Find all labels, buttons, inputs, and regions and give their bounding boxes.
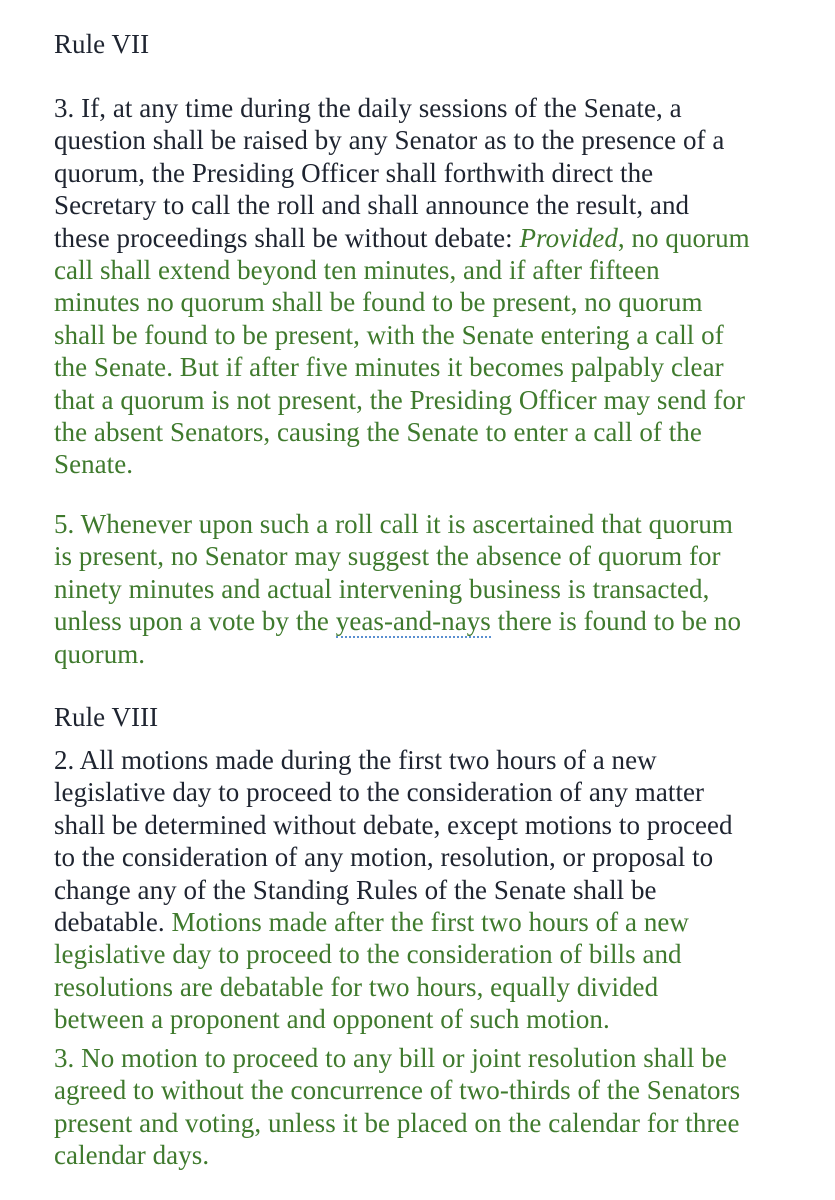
text-span: , no quorum	[617, 222, 750, 253]
text-line: 3. If, at any time during the daily sessions of the Senate, a	[54, 93, 682, 123]
text-line: present and voting, unless it be placed on the calendar for three	[54, 1107, 740, 1138]
text-line: change any of the Standing Rules of the Senate shall be	[54, 874, 657, 905]
rule-viii-paragraph-3	[54, 1042, 824, 1172]
rule-vii-heading: Rule VII	[54, 29, 150, 59]
text-line: shall be found to be present, with the Senate entering a call of	[54, 319, 724, 350]
rule-vii-paragraph-5	[54, 508, 824, 670]
text-line: to the consideration of any motion, resolution, or proposal to	[54, 842, 714, 873]
text-line: legislative day to proceed to the consideration of bills and	[54, 939, 682, 970]
text-line: 2. All motions made during the first two hours of a new	[54, 745, 657, 775]
text-line: is present, no Senator may suggest the absence of quorum for	[54, 541, 721, 572]
text-line: 5. Whenever upon such a roll call it is ascertained that quorum	[54, 509, 733, 539]
text-line: shall be determined without debate, except motions to proceed	[54, 809, 733, 840]
text-line	[54, 605, 824, 637]
text-line: the Senate. But if after five minutes it becomes palpably clear	[54, 352, 724, 383]
text-line: between a proponent and opponent of such motion.	[54, 1004, 610, 1035]
rule-viii-paragraph-2	[54, 744, 824, 1036]
rule-vii-paragraph-3	[54, 92, 824, 481]
text-line: quorum, the Presiding Officer shall forthwith direct the	[54, 157, 654, 188]
text-line: question shall be raised by any Senator as to the presence of a	[54, 125, 725, 156]
text-line: Senate.	[54, 449, 134, 480]
text-line	[54, 906, 824, 938]
text-span: unless upon a vote by the	[54, 606, 336, 637]
text-span: these proceedings shall be without debate:	[54, 222, 520, 253]
yeas-and-nays-link[interactable]: yeas-and-nays	[335, 606, 491, 637]
rule-viii-heading: Rule VIII	[54, 702, 159, 732]
text-line: the absent Senators, causing the Senate to enter a call of the	[54, 416, 702, 447]
text-line: legislative day to proceed to the consideration of any matter	[54, 777, 705, 808]
text-line: calendar days.	[54, 1140, 210, 1171]
text-span: Motions made after the first two hours of a new	[171, 906, 689, 937]
text-line: resolutions are debatable for two hours, equally divided	[54, 971, 659, 1002]
text-span: debatable.	[54, 906, 172, 937]
text-line: Secretary to call the roll and shall announce the result, and	[54, 190, 690, 221]
text-line: ninety minutes and actual intervening business is transacted,	[54, 573, 710, 604]
text-line: that a quorum is not present, the Presiding Officer may send for	[54, 384, 746, 415]
text-line: quorum.	[54, 638, 146, 669]
text-line: call shall extend beyond ten minutes, and if after fifteen	[54, 254, 660, 285]
provided-italic: Provided	[519, 222, 618, 253]
text-line	[54, 222, 824, 254]
text-span: there is found to be no	[490, 606, 742, 637]
text-line: 3. No motion to proceed to any bill or joint resolution shall be	[54, 1043, 727, 1073]
text-line: minutes no quorum shall be found to be present, no quorum	[54, 287, 703, 318]
text-line: agreed to without the concurrence of two-thirds of the Senators	[54, 1075, 741, 1106]
